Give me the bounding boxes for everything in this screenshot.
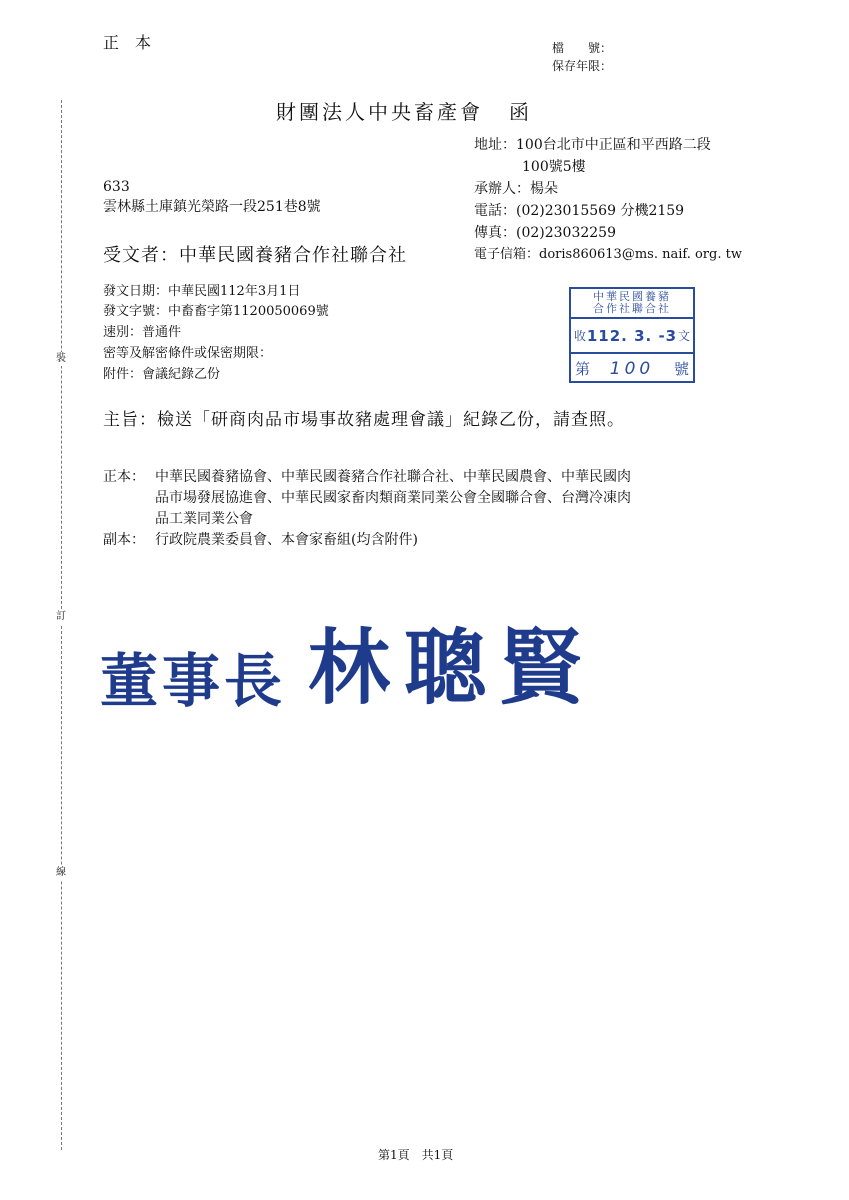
stamp-number-suffix: 號 — [673, 360, 689, 378]
binding-mark-ding: 訂 — [52, 610, 70, 624]
main-recipients-line2: 品市場發展協進會、中華民國家畜肉類商業同業公會全國聯合會、台灣冷凍肉 — [155, 490, 631, 506]
receipt-stamp — [569, 287, 695, 383]
cc-label: 副本： — [103, 532, 145, 548]
speed: 速別：普通件 — [103, 325, 182, 340]
stamp-number: 100 — [609, 358, 655, 379]
issue-date: 發文日期：中華民國112年3月1日 — [103, 284, 301, 299]
subject: 主旨：檢送「研商肉品市場事故豬處理會議」紀錄乙份，請查照。 — [103, 410, 625, 430]
document-number: 發文字號：中畜畜字第1120050069號 — [103, 304, 329, 319]
binding-mark-zhuang: 裝 — [52, 352, 70, 366]
cc-recipients: 行政院農業委員會、本會家畜組(均含附件) — [155, 532, 418, 548]
recipient-address: 雲林縣土庫鎮光榮路一段251巷8號 — [103, 199, 321, 215]
sender-email: 電子信箱：doris860613@ms. naif. org. tw — [474, 247, 742, 262]
signature-title: 董事長 — [100, 647, 287, 715]
main-recipients-line1: 中華民國養豬協會、中華民國養豬合作社聯合社、中華民國農會、中華民國肉 — [155, 469, 631, 485]
document-title — [276, 96, 532, 125]
postal-code: 633 — [103, 179, 130, 195]
stamp-org-line1: 中華民國養豬 — [593, 290, 671, 303]
stamp-date: 112. 3. -3 — [586, 326, 678, 345]
org-name: 財團法人中央畜產會 — [276, 100, 483, 124]
doc-type: 函 — [509, 100, 532, 124]
page-number: 第1頁 共1頁 — [378, 1148, 454, 1162]
confidentiality: 密等及解密條件或保密期限： — [103, 346, 273, 361]
stamp-receive-char: 收 — [574, 329, 587, 343]
stamp-org — [571, 289, 693, 319]
retention-label: 保存年限： — [552, 59, 613, 73]
attachment: 附件：會議紀錄乙份 — [103, 367, 221, 382]
chairman-signature — [100, 600, 597, 716]
binding-mark-xian: 線 — [52, 866, 70, 880]
copy-type: 正 本 — [103, 33, 152, 52]
main-recipients-line3: 品工業同業公會 — [155, 511, 253, 527]
main-recipients-label: 正本： — [103, 469, 145, 485]
stamp-number-row — [571, 354, 693, 383]
sender-phone: 電話：(02)23015569 分機2159 — [474, 203, 685, 219]
stamp-org-line2: 合作社聯合社 — [593, 302, 671, 315]
stamp-date-row — [571, 319, 693, 354]
signature-name: 林聰賢 — [308, 621, 597, 716]
sender-address-cont: 100號5樓 — [522, 159, 586, 175]
file-number-label: 檔 號： — [552, 41, 613, 55]
sender-fax: 傳真：(02)23032259 — [474, 225, 616, 241]
binding-line — [61, 100, 62, 1150]
recipient: 受文者：中華民國養豬合作社聯合社 — [103, 245, 407, 266]
stamp-number-prefix: 第 — [575, 360, 591, 378]
sender-address: 地址：100台北市中正區和平西路二段 — [474, 137, 711, 153]
stamp-doc-char: 文 — [677, 329, 690, 343]
sender-contact: 承辦人：楊朵 — [474, 181, 558, 197]
